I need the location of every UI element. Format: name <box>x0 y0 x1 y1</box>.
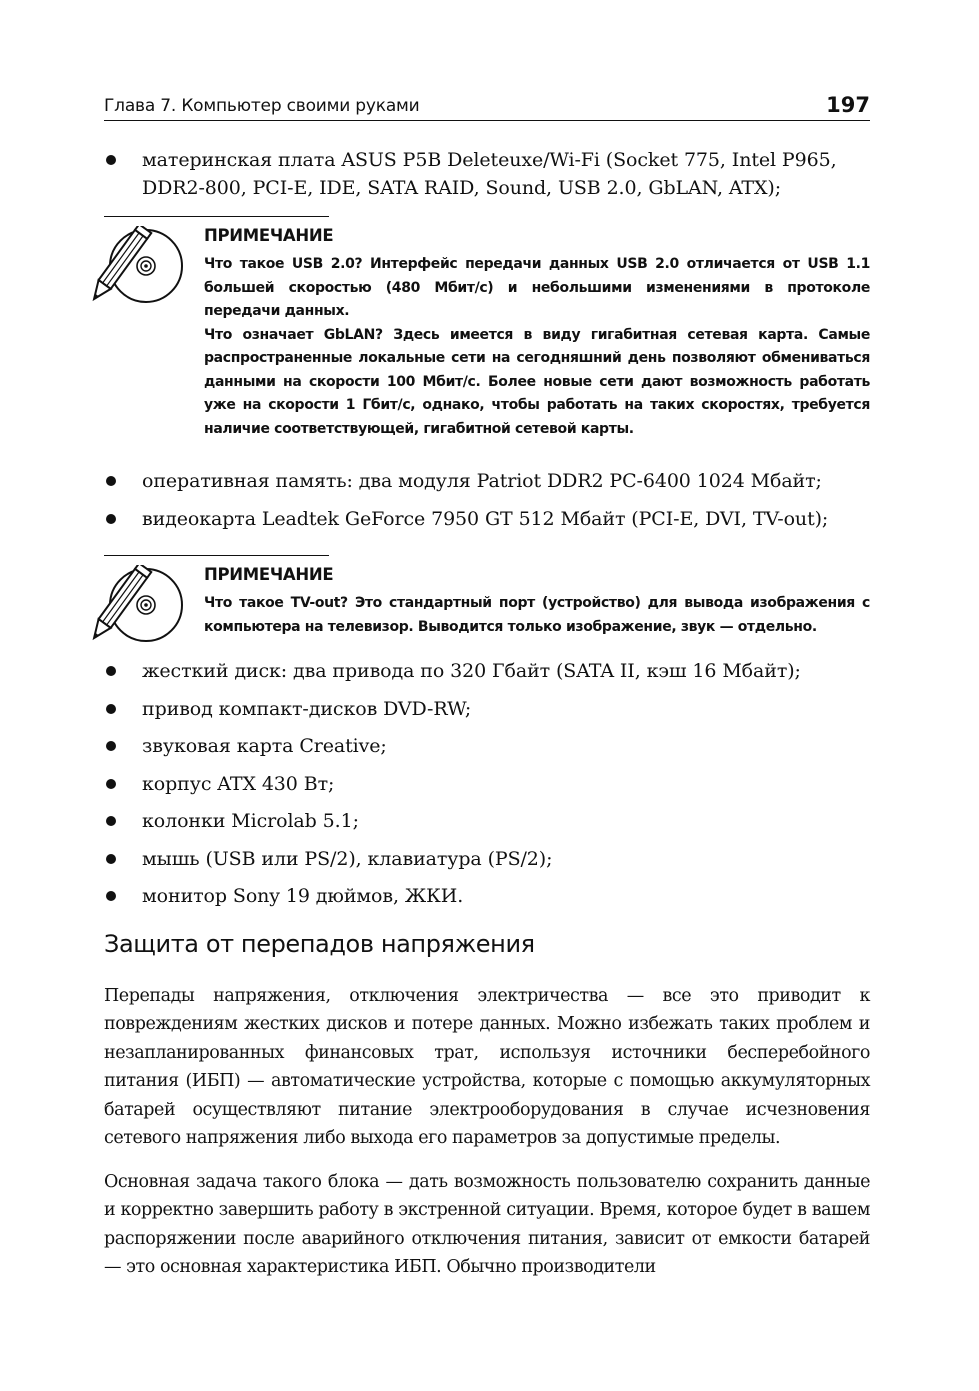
list-item <box>104 695 870 723</box>
note-title: ПРИМЕЧАНИЕ <box>204 565 334 584</box>
bullet-icon <box>106 704 116 714</box>
page-number: 197 <box>826 93 870 117</box>
note-paragraph: Что такое TV-out? Это стандартный порт (устройство) для вывода изображения с компьютера на телевизор. Выводится только изображение, звук — отдельно. <box>204 595 870 635</box>
section-heading: Защита от перепадов напряжения <box>104 930 535 958</box>
list-item <box>104 732 870 760</box>
bullet-icon <box>106 816 116 826</box>
list-item <box>104 467 870 495</box>
bullet-icon <box>106 514 116 524</box>
list-item <box>104 146 870 202</box>
bullet-icon <box>106 779 116 789</box>
body-paragraph: Основная задача такого блока — дать возможность пользователю сохранить данные и корректно завершить работу в экстренной ситуации. Время, которое будет в вашем распоряжении после аварийного отключения питания, зависит от емкости батарей — это основная характеристика ИБП. Обычно производители <box>104 1172 870 1278</box>
list-item-text: привод компакт-дисков DVD-RW; <box>142 697 472 720</box>
note-tv-out <box>92 555 872 645</box>
component-list-3 <box>104 657 870 920</box>
note-rule <box>104 216 329 217</box>
note-usb-gblan <box>92 216 872 452</box>
pencil-cd-icon <box>92 565 188 645</box>
chapter-title: Глава 7. Компьютер своими руками <box>104 96 420 116</box>
pencil-cd-icon <box>92 226 188 306</box>
list-item <box>104 770 870 798</box>
bullet-icon <box>106 666 116 676</box>
list-item <box>104 882 870 910</box>
list-item-text: мышь (USB или PS/2), клавиатура (PS/2); <box>142 847 553 870</box>
list-item <box>104 807 870 835</box>
list-item-text: видеокарта Leadtek GeForce 7950 GT 512 Мбайт (PCI-E, DVI, TV-out); <box>142 507 829 530</box>
list-item-text: материнская плата ASUS P5B Deleteuxe/Wi-Fi (Socket 775, Intel P965, DDR2-800, PCI-E, IDE, SATA RAID, Sound, USB 2.0, GbLAN, ATX); <box>142 149 837 199</box>
component-list-2 <box>104 467 870 542</box>
component-list-1 <box>104 146 870 212</box>
list-item-text: монитор Sony 19 дюймов, ЖКИ. <box>142 885 464 907</box>
list-item-text: жесткий диск: два привода по 320 Гбайт (SATA II, кэш 16 Мбайт); <box>142 660 801 682</box>
bullet-icon <box>106 854 116 864</box>
body-paragraph: Перепады напряжения, отключения электричества — все это приводит к повреждениям жестких дисков и потере данных. Можно избежать таких проблем и незапланированных финансовых трат, используя источники бесперебойного питания (ИБП) — автоматические устройства, которые с помощью аккумуляторных батарей осуществляют питание электрооборудования в случае исчезновения сетевого напряжения либо выхода его параметров за допустимые пределы. <box>104 986 870 1149</box>
bullet-icon <box>106 476 116 486</box>
note-body <box>204 224 870 441</box>
note-title: ПРИМЕЧАНИЕ <box>204 226 334 245</box>
list-item <box>104 845 870 873</box>
list-item <box>104 505 870 533</box>
list-item <box>104 657 870 685</box>
list-item-text: звуковая карта Creative; <box>142 735 387 757</box>
note-paragraph: Что означает GbLAN? Здесь имеется в виду гигабитная сетевая карта. Самые распространенные локальные сети на сегодняшний день позволяют обмениваться данными на скорости 100 Мбит/с. Более новые сети дают возможность работать уже на скорости 1 Гбит/с, однако, чтобы работать на таких скоростях, требуется наличие соответствующей, гигабитной сетевой карты. <box>204 326 870 437</box>
list-item-text: колонки Microlab 5.1; <box>142 810 359 832</box>
list-item-text: оперативная память: два модуля Patriot DDR2 PC-6400 1024 Мбайт; <box>142 470 822 492</box>
list-item-text: корпус ATX 430 Вт; <box>142 772 335 795</box>
note-body <box>204 563 870 639</box>
running-header <box>104 88 870 121</box>
bullet-icon <box>106 891 116 901</box>
bullet-icon <box>106 741 116 751</box>
note-paragraph: Что такое USB 2.0? Интерфейс передачи данных USB 2.0 отличается от USB 1.1 большей скоростью (480 Мбит/с) и небольшими изменениями в протоколе передачи данных. <box>204 256 870 319</box>
note-rule <box>104 555 329 556</box>
bullet-icon <box>106 155 116 165</box>
